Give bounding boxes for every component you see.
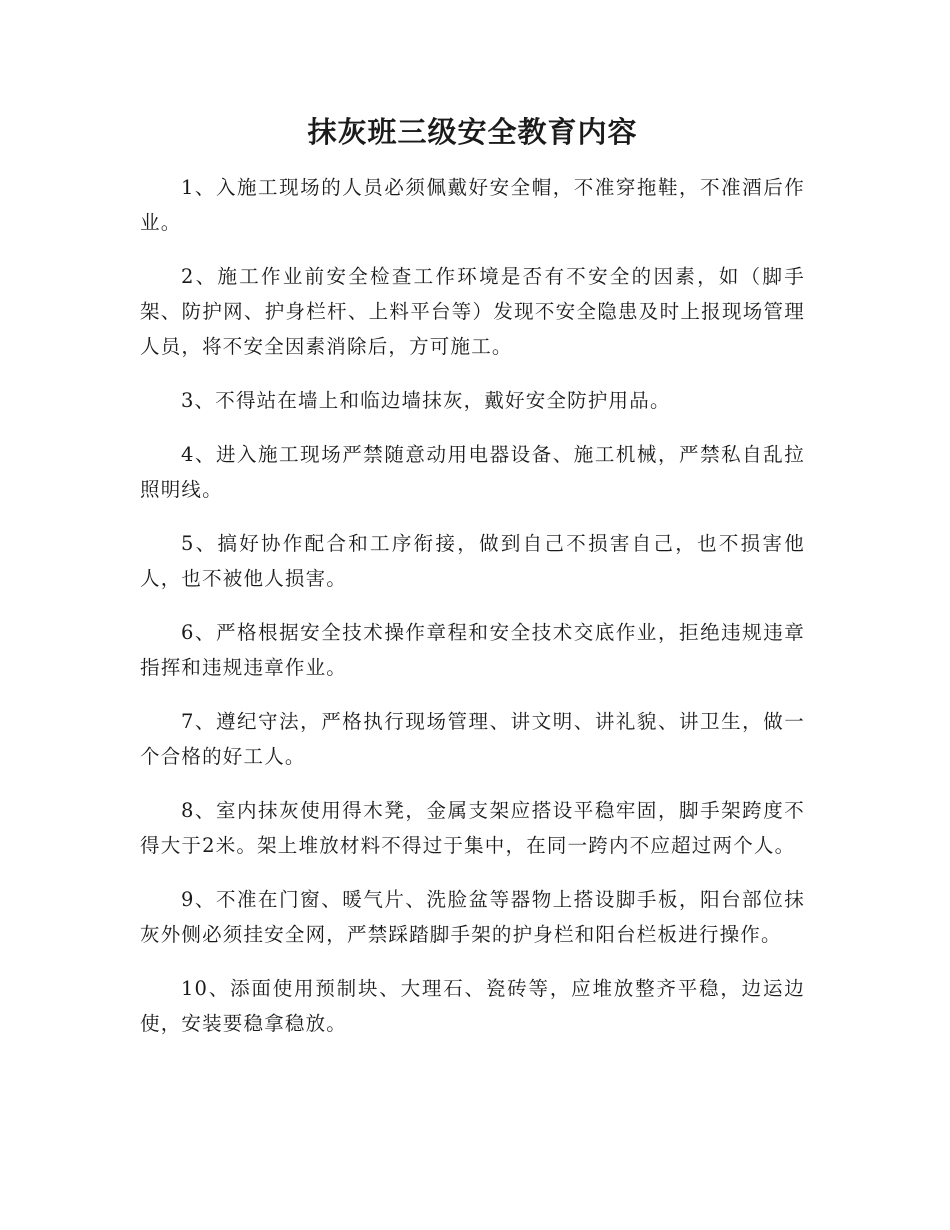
list-item: 1、入施工现场的人员必须佩戴好安全帽，不准穿拖鞋，不准酒后作业。 <box>140 176 805 234</box>
list-item: 3、不得站在墙上和临边墙抹灰，戴好安全防护用品。 <box>180 389 671 412</box>
document-page <box>140 110 805 1060</box>
page-title: 抹灰班三级安全教育内容 <box>307 115 638 149</box>
list-item: 9、不准在门窗、暖气片、洗脸盆等器物上搭设脚手板，阳台部位抹灰外侧必须挂安全网，严禁踩踏脚手架的护身栏和阳台栏板进行操作。 <box>140 888 805 946</box>
list-item: 5、搞好协作配合和工序衔接，做到自己不损害自己，也不损害他人，也不被他人损害。 <box>140 532 805 590</box>
list-item: 7、遵纪守法，严格执行现场管理、讲文明、讲礼貌、讲卫生，做一个合格的好工人。 <box>140 710 805 768</box>
list-item: 10、添面使用预制块、大理石、瓷砖等，应堆放整齐平稳，边运边使，安装要稳拿稳放。 <box>140 977 805 1035</box>
list-item: 6、严格根据安全技术操作章程和安全技术交底作业，拒绝违规违章指挥和违规违章作业。 <box>140 621 805 679</box>
list-item: 4、进入施工现场严禁随意动用电器设备、施工机械，严禁私自乱拉照明线。 <box>140 443 805 501</box>
list-item: 8、室内抹灰使用得木凳，金属支架应搭设平稳牢固，脚手架跨度不得大于2米。架上堆放材料不得过于集中，在同一跨内不应超过两个人。 <box>140 799 805 857</box>
list-item: 2、施工作业前安全检查工作环境是否有不安全的因素，如（脚手架、防护网、护身栏杆、上料平台等）发现不安全隐患及时上报现场管理人员，将不安全因素消除后，方可施工。 <box>140 265 805 358</box>
